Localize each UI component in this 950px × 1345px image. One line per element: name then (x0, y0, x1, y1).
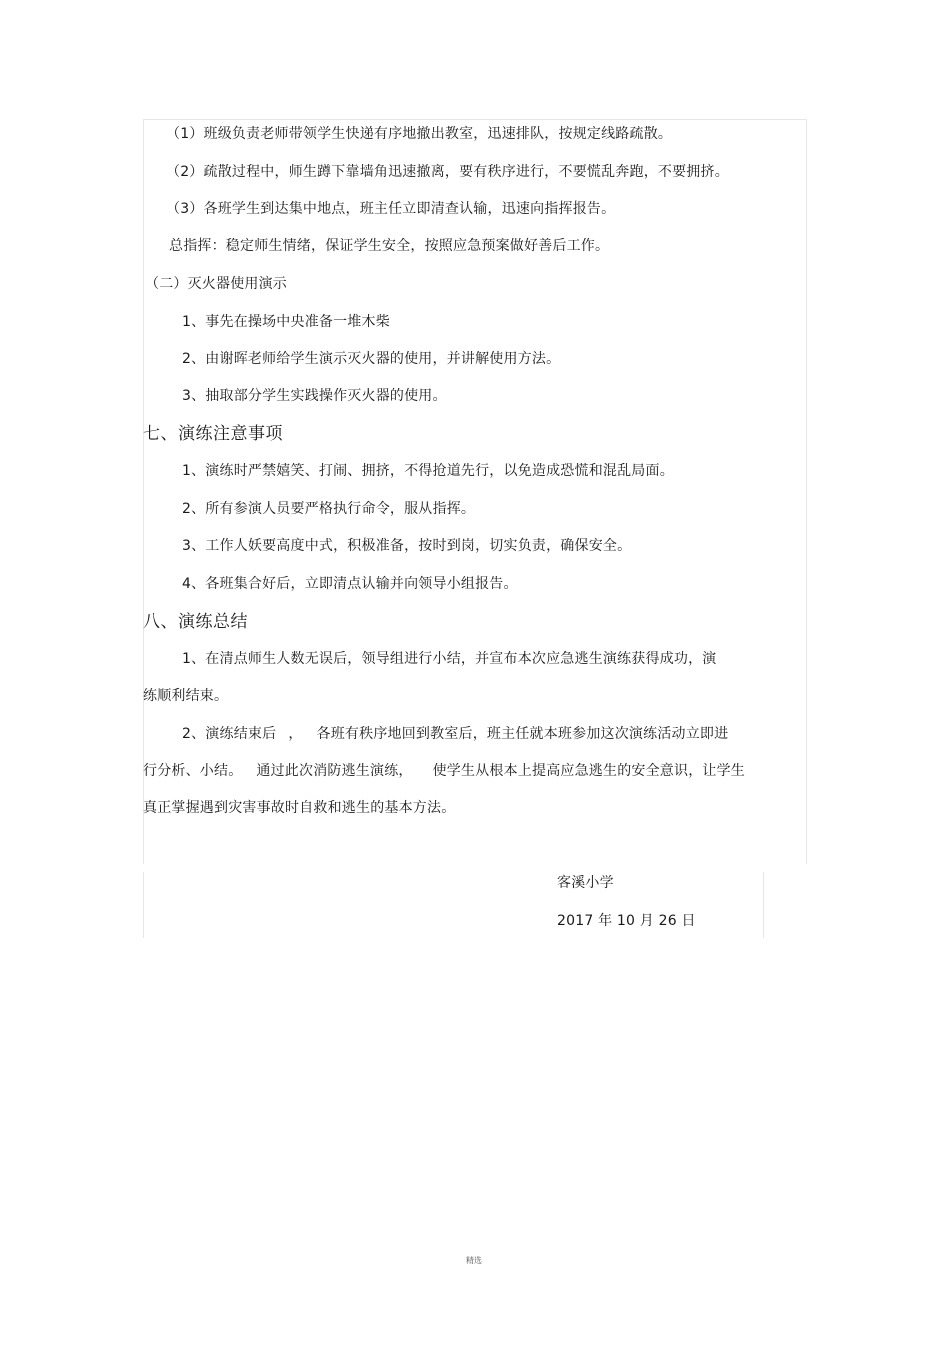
notes-item-1: 1、演练时严禁嬉笑、打闹、拥挤，不得抢道先行，以免造成恐慌和混乱局面。 (182, 463, 674, 479)
summary-p2-l1-part-a: 2、演练结束后 (182, 726, 277, 742)
evacuation-step-3: （3）各班学生到达集中地点，班主任立即清查认输，迅速向指挥报告。 (166, 201, 616, 217)
extinguisher-item-3: 3、抽取部分学生实践操作灭火器的使用。 (182, 388, 447, 404)
summary-paragraph-2-line-3: 真正掌握遇到灾害事故时自救和逃生的基本方法。 (143, 800, 456, 816)
summary-paragraph-2-line-1 (182, 724, 728, 744)
footer-note: 精选 (466, 1256, 482, 1265)
evacuation-step-1: （1）班级负责老师带领学生快递有序地撤出教室，迅速排队，按规定线路疏散。 (166, 126, 673, 142)
summary-heading: 八、演练总结 (143, 612, 248, 632)
notes-heading: 七、演练注意事项 (143, 424, 283, 444)
summary-p2-l2-part-c: 使学生从根本上提高应急逃生的安全意识，让学生 (432, 763, 746, 779)
content-frame (143, 119, 807, 864)
summary-paragraph-2-line-2 (143, 761, 745, 781)
evacuation-step-2: （2）疏散过程中，师生蹲下靠墙角迅速撤离，要有秩序进行，不要慌乱奔跑，不要拥挤。 (166, 164, 729, 180)
school-name: 客溪小学 (557, 875, 614, 891)
extinguisher-item-2: 2、由谢晖老师给学生演示灭火器的使用，并讲解使用方法。 (182, 351, 561, 367)
summary-p2-l2-part-b: 通过此次消防逃生演练， (256, 763, 413, 779)
notes-item-2: 2、所有参演人员要严格执行命令，服从指挥。 (182, 501, 476, 517)
document-date: 2017 年 10 月 26 日 (557, 913, 696, 929)
notes-item-3: 3、工作人妖要高度中式，积极准备，按时到岗，切实负责，确保安全。 (182, 538, 632, 554)
summary-p2-l1-part-b: ， (288, 726, 303, 742)
commander-instruction: 总指挥：稳定师生情绪，保证学生安全，按照应急预案做好善后工作。 (169, 238, 610, 254)
extinguisher-item-1: 1、事先在操场中央准备一堆木柴 (182, 314, 390, 330)
summary-paragraph-1-line-2: 练顺利结束。 (143, 688, 229, 704)
summary-p2-l1-part-c: 各班有秩序地回到教室后，班主任就本班参加这次演练活动立即进 (316, 726, 729, 742)
summary-p2-l2-part-a: 行分析、小结。 (143, 763, 243, 779)
notes-item-4: 4、各班集合好后，立即清点认输并向领导小组报告。 (182, 576, 518, 592)
extinguisher-section-title: （二）灭火器使用演示 (145, 276, 287, 292)
summary-paragraph-1-line-1: 1、在清点师生人数无误后，领导组进行小结，并宣布本次应急逃生演练获得成功，演 (182, 651, 717, 667)
